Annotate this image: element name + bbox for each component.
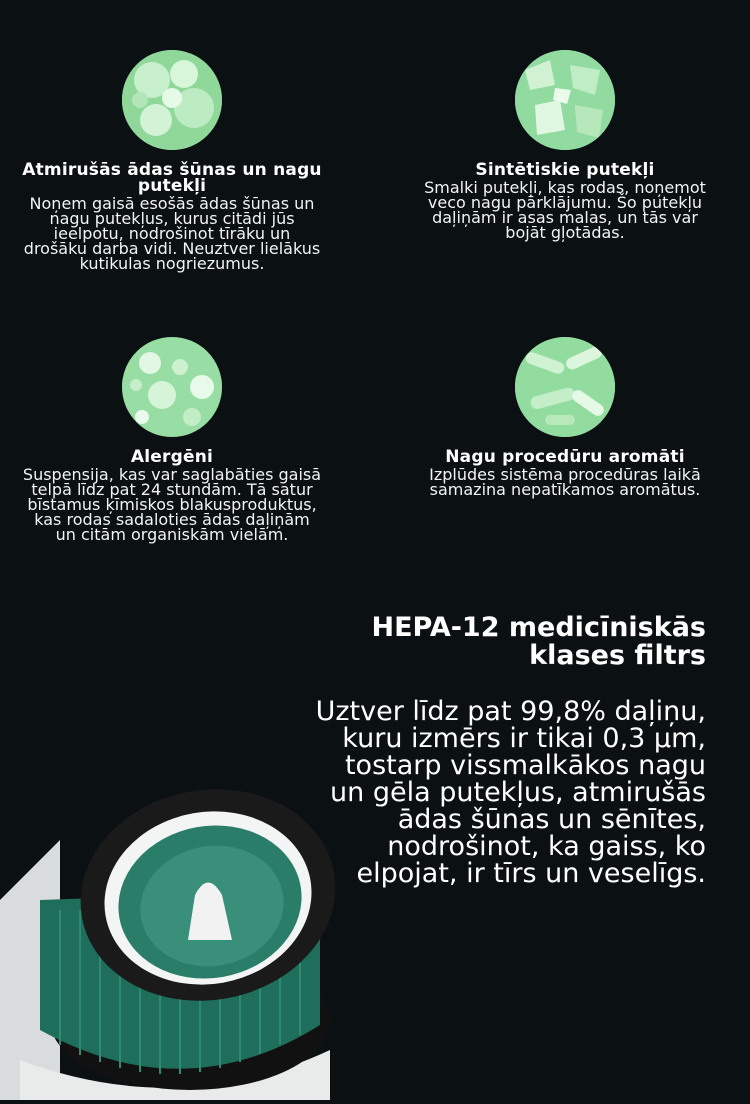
feature-synthetic-dust <box>415 50 715 240</box>
synthetic-dust-icon <box>515 50 615 150</box>
allergens-icon <box>122 337 222 437</box>
feature-title: Nagu procedūru aromāti <box>445 447 685 467</box>
feature-title: Sintētiskie putekļi <box>475 160 655 180</box>
feature-title: Atmirušās ādas šūnas un nagu putekļi <box>22 160 322 196</box>
bacteria-icon <box>515 337 615 437</box>
feature-skin-cells <box>22 50 322 271</box>
feature-allergens <box>22 337 322 542</box>
hepa-filter-image <box>0 780 345 1100</box>
feature-description: Izplūdes sistēma procedūras laikā samazina nepatīkamos aromātus. <box>429 465 701 499</box>
skin-cells-icon <box>122 50 222 150</box>
hepa-description: Uztver līdz pat 99,8% daļiņu, kuru izmērs ir tikai 0,3 µm, tostarp vissmalkākos nagu un gēla putekļus, atmirušās ādas šūnas un sēnītes, nodrošinot, ka gaiss, ko elpojat, ir tīrs un veselīgs. <box>315 696 706 889</box>
feature-description: Noņem gaisā esošās ādas šūnas un nagu putekļus, kurus citādi jūs ieelpotu, nodrošinot tīrāku un drošāku darba vidi. Neuztver lielākus kutikulas nogriezumus. <box>23 194 321 273</box>
hepa-title: HEPA-12 medicīniskās klases filtrs <box>371 612 706 671</box>
feature-description: Suspensija, kas var saglabāties gaisā telpā līdz pat 24 stundām. Tā satur bīstamus ķīmiskos blakusproduktus, kas rodas sadaloties ādas daļiņām un citām organiskām vielām. <box>22 465 322 544</box>
feature-odors <box>415 337 715 497</box>
feature-title: Alergēni <box>130 447 214 467</box>
feature-description: Smalki putekļi, kas rodas, noņemot veco nagu pārklājumu. Šo putekļu daļiņām ir asas malas, un tās var bojāt gļotādas. <box>424 178 706 242</box>
